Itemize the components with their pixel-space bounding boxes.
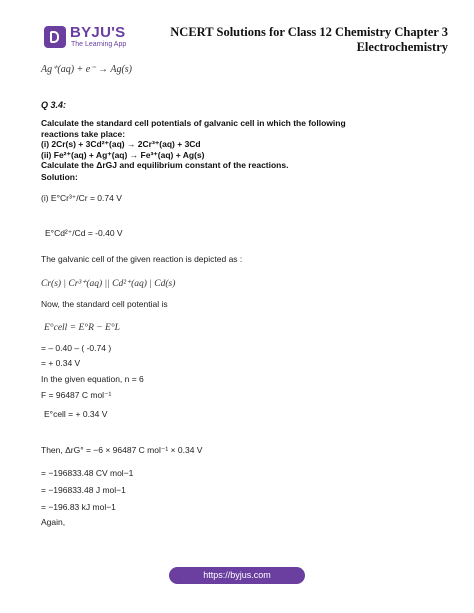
question-label: Q 3.4: [41,100,67,110]
cell-notation: Cr(s) | Cr³⁺(aq) || Cd²⁺(aq) | Cd(s) [41,279,176,289]
result-line: = −196833.48 CV mol−1 [41,468,134,478]
question-line: Calculate the standard cell potentials of galvanic cell in which the following [41,118,346,128]
result-line: = −196833.48 J mol−1 [41,485,126,495]
page-title-line1: NCERT Solutions for Class 12 Chemistry Chapter 3 [170,25,448,39]
gibbs-energy-equation: Then, ΔrG° = −6 × 96487 C mol⁻¹ × 0.34 V [41,445,203,455]
question-text [41,118,371,171]
question-line: (i) 2Cr(s) + 3Cd²⁺(aq) → 2Cr³⁺(aq) + 3Cd [41,139,201,149]
galvanic-cell-text: The galvanic cell of the given reaction is depicted as : [41,254,243,264]
page-title-line2: Electrochemistry [356,40,448,54]
again-text: Again, [41,517,66,527]
ecell-formula: E°cell = E°R − E°L [44,323,120,333]
now-text: Now, the standard cell potential is [41,299,168,309]
footer-url-link[interactable]: https://byjus.com [169,567,305,584]
question-line: reactions take place: [41,128,126,139]
question-line: (ii) Fe²⁺(aq) + Ag⁺(aq) → Fe³⁺(aq) + Ag(s) [41,149,205,160]
faraday-constant: F = 96487 C mol⁻¹ [41,390,112,400]
calc-step: = – 0.40 – ( -0.74 ) [41,343,112,353]
brand-name: BYJU'S [70,24,126,41]
byjus-logo-icon [44,26,66,48]
brand-tagline: The Learning App [71,41,127,48]
electrode-potential-cd: E°Cd²⁺/Cd = -0.40 V [45,228,123,238]
result-line: = −196.83 kJ mol−1 [41,502,116,512]
solution-label: Solution: [41,172,78,182]
electron-count-text: In the given equation, n = 6 [41,374,144,384]
page-title [158,25,448,55]
ecell-value: E°cell = + 0.34 V [44,409,108,419]
electrode-potential-cr: (i) E°Cr³⁺/Cr = 0.74 V [41,193,122,203]
question-line: Calculate the ΔrGJ and equilibrium constant of the reactions. [41,160,289,170]
calc-step: = + 0.34 V [41,358,81,368]
silver-reduction-equation: Ag⁺(aq) + e⁻ → Ag(s) [41,64,132,75]
